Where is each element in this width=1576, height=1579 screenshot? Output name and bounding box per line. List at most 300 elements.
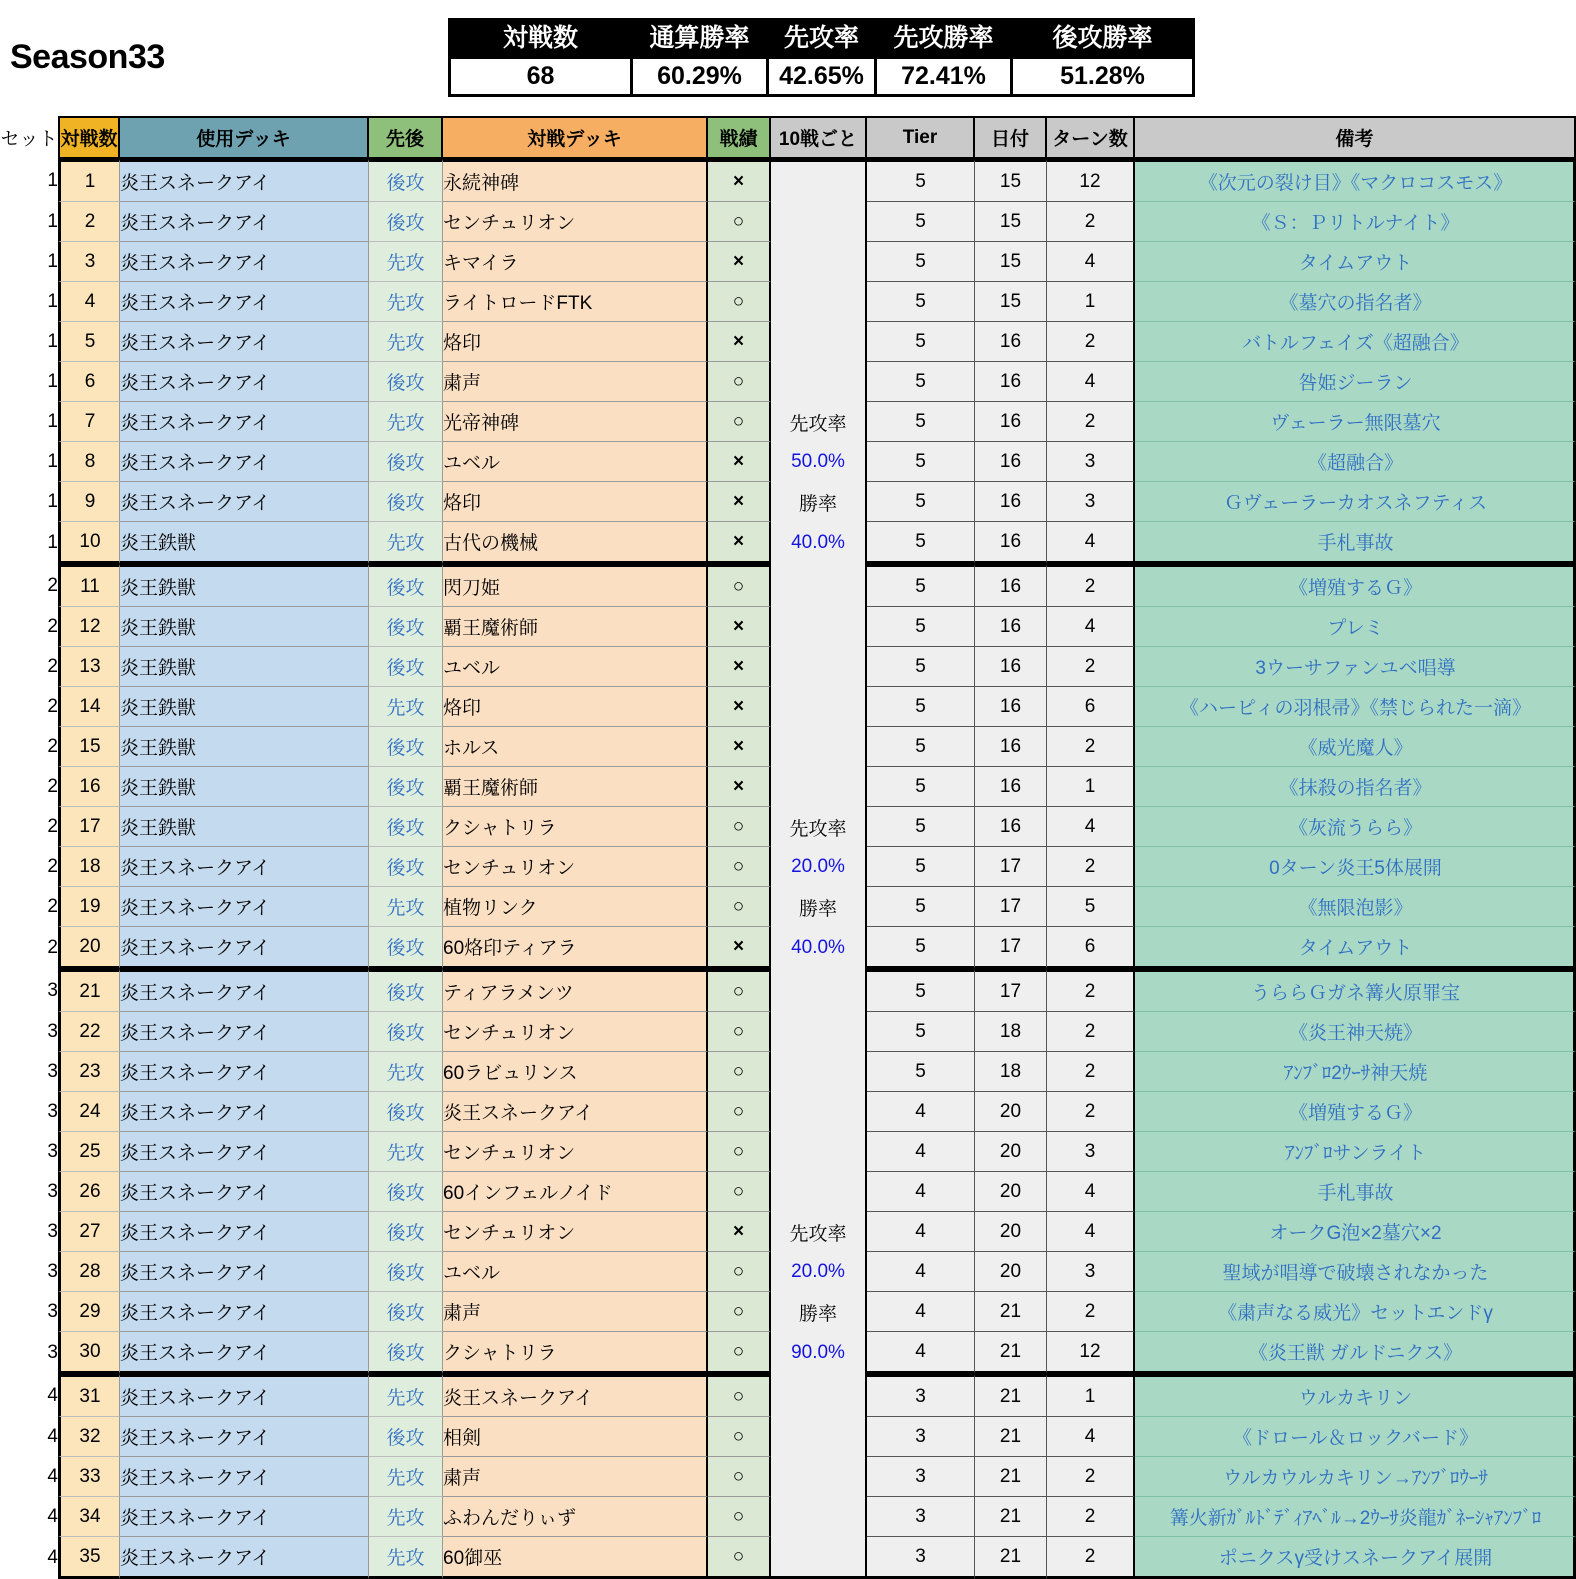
cell-per-10-stat bbox=[771, 1457, 867, 1497]
cell-date: 21 bbox=[975, 1374, 1047, 1417]
cell-result: ○ bbox=[708, 282, 771, 322]
per-10-percentage: 40.0% bbox=[791, 937, 845, 958]
cell-used-deck: 炎王スネークアイ bbox=[120, 1292, 369, 1332]
cell-result: ○ bbox=[708, 1172, 771, 1212]
column-header-match-no: 対戦数 bbox=[58, 116, 120, 159]
cell-result: ○ bbox=[708, 1374, 771, 1417]
cell-tier: 5 bbox=[867, 607, 975, 647]
cell-date: 16 bbox=[975, 687, 1047, 727]
cell-tier: 5 bbox=[867, 482, 975, 522]
cell-turn-order: 後攻 bbox=[369, 807, 443, 847]
cell-notes bbox=[1135, 1374, 1576, 1417]
table-row bbox=[0, 1052, 1576, 1092]
cell-match-no: 8 bbox=[58, 442, 120, 482]
cell-turns: 2 bbox=[1047, 1537, 1135, 1579]
cell-date: 16 bbox=[975, 807, 1047, 847]
cell-result: × bbox=[708, 159, 771, 202]
cell-set: 1 bbox=[0, 242, 58, 282]
cell-date: 20 bbox=[975, 1132, 1047, 1172]
cell-match-no: 31 bbox=[58, 1374, 120, 1417]
cell-result: ○ bbox=[708, 1332, 771, 1374]
cell-tier: 5 bbox=[867, 442, 975, 482]
cell-result: ○ bbox=[708, 1497, 771, 1537]
cell-tier: 3 bbox=[867, 1537, 975, 1579]
table-row bbox=[0, 522, 1576, 564]
cell-notes bbox=[1135, 442, 1576, 482]
cell-notes bbox=[1135, 887, 1576, 927]
cell-date: 16 bbox=[975, 322, 1047, 362]
column-header-notes: 備考 bbox=[1135, 116, 1576, 159]
cell-date: 20 bbox=[975, 1212, 1047, 1252]
cell-set: 1 bbox=[0, 402, 58, 442]
cell-turn-order: 後攻 bbox=[369, 1012, 443, 1052]
cell-per-10-stat bbox=[771, 522, 867, 564]
table-row bbox=[0, 727, 1576, 767]
cell-set: 4 bbox=[0, 1537, 58, 1579]
cell-turns: 12 bbox=[1047, 1332, 1135, 1374]
table-row bbox=[0, 1374, 1576, 1417]
cell-tier: 4 bbox=[867, 1212, 975, 1252]
cell-date: 17 bbox=[975, 927, 1047, 969]
cell-per-10-stat bbox=[771, 442, 867, 482]
cell-match-no: 25 bbox=[58, 1132, 120, 1172]
cell-date: 21 bbox=[975, 1417, 1047, 1457]
cell-set: 2 bbox=[0, 767, 58, 807]
cell-tier: 5 bbox=[867, 887, 975, 927]
cell-tier: 4 bbox=[867, 1172, 975, 1212]
cell-match-no: 27 bbox=[58, 1212, 120, 1252]
notes-text: 《Ｓ：Ｐリトルナイト》 bbox=[1251, 213, 1460, 234]
cell-opponent-deck: センチュリオン bbox=[443, 1012, 708, 1052]
cell-opponent-deck: 古代の機械 bbox=[443, 522, 708, 564]
cell-set: 2 bbox=[0, 564, 58, 607]
cell-result: × bbox=[708, 442, 771, 482]
cell-match-no: 35 bbox=[58, 1537, 120, 1579]
cell-match-no: 2 bbox=[58, 202, 120, 242]
cell-notes bbox=[1135, 1012, 1576, 1052]
cell-turns: 2 bbox=[1047, 727, 1135, 767]
cell-turns: 3 bbox=[1047, 482, 1135, 522]
cell-match-no: 19 bbox=[58, 887, 120, 927]
cell-set: 3 bbox=[0, 1252, 58, 1292]
cell-date: 16 bbox=[975, 522, 1047, 564]
cell-notes bbox=[1135, 362, 1576, 402]
cell-match-no: 18 bbox=[58, 847, 120, 887]
cell-turns: 2 bbox=[1047, 847, 1135, 887]
cell-used-deck: 炎王スネークアイ bbox=[120, 1012, 369, 1052]
cell-result: ○ bbox=[708, 887, 771, 927]
cell-set: 4 bbox=[0, 1417, 58, 1457]
cell-date: 16 bbox=[975, 767, 1047, 807]
cell-turn-order: 後攻 bbox=[369, 927, 443, 969]
notes-text: 聖域が唱導で破壊されなかった bbox=[1222, 1263, 1489, 1284]
cell-per-10-stat bbox=[771, 1012, 867, 1052]
cell-turn-order: 後攻 bbox=[369, 1172, 443, 1212]
table-row bbox=[0, 607, 1576, 647]
cell-opponent-deck: 光帝神碑 bbox=[443, 402, 708, 442]
cell-per-10-stat bbox=[771, 927, 867, 969]
cell-match-no: 9 bbox=[58, 482, 120, 522]
cell-per-10-stat bbox=[771, 1172, 867, 1212]
cell-per-10-stat bbox=[771, 322, 867, 362]
cell-used-deck: 炎王鉄獣 bbox=[120, 607, 369, 647]
table-row bbox=[0, 1417, 1576, 1457]
cell-turn-order: 後攻 bbox=[369, 647, 443, 687]
cell-match-no: 12 bbox=[58, 607, 120, 647]
column-header-per-10: 10戦ごと bbox=[771, 116, 867, 159]
cell-set: 3 bbox=[0, 1092, 58, 1132]
summary-header-second-winrate: 後攻勝率 bbox=[1012, 20, 1194, 58]
cell-notes bbox=[1135, 969, 1576, 1012]
per-10-percentage: 50.0% bbox=[791, 451, 845, 472]
cell-per-10-stat bbox=[771, 282, 867, 322]
cell-opponent-deck: センチュリオン bbox=[443, 202, 708, 242]
cell-used-deck: 炎王スネークアイ bbox=[120, 159, 369, 202]
table-row bbox=[0, 1457, 1576, 1497]
cell-tier: 5 bbox=[867, 522, 975, 564]
cell-turn-order: 後攻 bbox=[369, 564, 443, 607]
cell-turn-order: 先攻 bbox=[369, 322, 443, 362]
cell-turns: 12 bbox=[1047, 159, 1135, 202]
cell-set: 1 bbox=[0, 159, 58, 202]
cell-turns: 2 bbox=[1047, 647, 1135, 687]
table-row bbox=[0, 927, 1576, 969]
cell-turn-order: 後攻 bbox=[369, 159, 443, 202]
cell-set: 3 bbox=[0, 1052, 58, 1092]
cell-turns: 3 bbox=[1047, 1132, 1135, 1172]
cell-set: 4 bbox=[0, 1374, 58, 1417]
cell-notes bbox=[1135, 1092, 1576, 1132]
cell-turn-order: 後攻 bbox=[369, 1092, 443, 1132]
cell-turn-order: 後攻 bbox=[369, 1292, 443, 1332]
cell-result: × bbox=[708, 767, 771, 807]
cell-match-no: 10 bbox=[58, 522, 120, 564]
cell-result: ○ bbox=[708, 362, 771, 402]
cell-result: × bbox=[708, 647, 771, 687]
cell-tier: 5 bbox=[867, 727, 975, 767]
cell-per-10-stat: 先攻率 bbox=[771, 402, 867, 442]
cell-set: 2 bbox=[0, 807, 58, 847]
cell-date: 18 bbox=[975, 1012, 1047, 1052]
cell-turn-order: 先攻 bbox=[369, 402, 443, 442]
cell-opponent-deck: センチュリオン bbox=[443, 1132, 708, 1172]
cell-notes bbox=[1135, 1052, 1576, 1092]
notes-text: ヴェーラー無限墓穴 bbox=[1270, 413, 1441, 434]
cell-used-deck: 炎王鉄獣 bbox=[120, 767, 369, 807]
cell-match-no: 28 bbox=[58, 1252, 120, 1292]
cell-used-deck: 炎王スネークアイ bbox=[120, 482, 369, 522]
cell-turns: 2 bbox=[1047, 1457, 1135, 1497]
cell-used-deck: 炎王スネークアイ bbox=[120, 1212, 369, 1252]
cell-match-no: 30 bbox=[58, 1332, 120, 1374]
cell-tier: 3 bbox=[867, 1497, 975, 1537]
cell-set: 1 bbox=[0, 202, 58, 242]
cell-turn-order: 後攻 bbox=[369, 1212, 443, 1252]
table-row bbox=[0, 647, 1576, 687]
cell-opponent-deck: ふわんだりぃず bbox=[443, 1497, 708, 1537]
cell-set: 1 bbox=[0, 522, 58, 564]
cell-set: 3 bbox=[0, 1292, 58, 1332]
column-header-opponent-deck: 対戦デッキ bbox=[443, 116, 708, 159]
cell-opponent-deck: 植物リンク bbox=[443, 887, 708, 927]
cell-notes bbox=[1135, 1172, 1576, 1212]
notes-text: 《粛声なる威光》セットエンドγ bbox=[1218, 1303, 1493, 1324]
notes-text: 《墓穴の指名者》 bbox=[1279, 293, 1432, 314]
table-row bbox=[0, 159, 1576, 202]
summary-table bbox=[448, 18, 1195, 97]
cell-set: 2 bbox=[0, 607, 58, 647]
cell-tier: 5 bbox=[867, 159, 975, 202]
cell-date: 20 bbox=[975, 1172, 1047, 1212]
cell-per-10-stat bbox=[771, 1497, 867, 1537]
cell-opponent-deck: 烙印 bbox=[443, 482, 708, 522]
table-row bbox=[0, 1172, 1576, 1212]
cell-set: 1 bbox=[0, 442, 58, 482]
cell-tier: 5 bbox=[867, 282, 975, 322]
cell-per-10-stat bbox=[771, 607, 867, 647]
table-row bbox=[0, 362, 1576, 402]
cell-per-10-stat bbox=[771, 362, 867, 402]
cell-per-10-stat bbox=[771, 1052, 867, 1092]
notes-text: プレミ bbox=[1327, 618, 1384, 639]
table-row bbox=[0, 767, 1576, 807]
cell-match-no: 24 bbox=[58, 1092, 120, 1132]
cell-used-deck: 炎王スネークアイ bbox=[120, 887, 369, 927]
cell-date: 17 bbox=[975, 969, 1047, 1012]
notes-text: 《炎王獣 ガルドニクス》 bbox=[1248, 1343, 1463, 1364]
cell-set: 1 bbox=[0, 282, 58, 322]
column-header-set: セット bbox=[0, 116, 58, 159]
cell-date: 16 bbox=[975, 442, 1047, 482]
notes-text: 《炎王神天焼》 bbox=[1288, 1023, 1422, 1044]
cell-opponent-deck: 粛声 bbox=[443, 362, 708, 402]
cell-date: 17 bbox=[975, 847, 1047, 887]
cell-used-deck: 炎王スネークアイ bbox=[120, 1374, 369, 1417]
cell-date: 16 bbox=[975, 362, 1047, 402]
cell-notes bbox=[1135, 402, 1576, 442]
cell-result: × bbox=[708, 482, 771, 522]
per-10-percentage: 40.0% bbox=[791, 532, 845, 553]
cell-notes bbox=[1135, 1212, 1576, 1252]
cell-tier: 5 bbox=[867, 927, 975, 969]
cell-opponent-deck: センチュリオン bbox=[443, 847, 708, 887]
cell-opponent-deck: 60御巫 bbox=[443, 1537, 708, 1579]
cell-result: ○ bbox=[708, 1417, 771, 1457]
cell-turns: 4 bbox=[1047, 807, 1135, 847]
cell-turn-order: 先攻 bbox=[369, 1132, 443, 1172]
cell-opponent-deck: 60ラビュリンス bbox=[443, 1052, 708, 1092]
cell-date: 21 bbox=[975, 1537, 1047, 1579]
cell-opponent-deck: 永続神碑 bbox=[443, 159, 708, 202]
cell-used-deck: 炎王スネークアイ bbox=[120, 1537, 369, 1579]
cell-match-no: 23 bbox=[58, 1052, 120, 1092]
cell-turns: 2 bbox=[1047, 1092, 1135, 1132]
notes-text: 《ハーピィの羽根帚》《禁じられた一滴》 bbox=[1179, 698, 1532, 719]
cell-tier: 4 bbox=[867, 1252, 975, 1292]
cell-turns: 4 bbox=[1047, 607, 1135, 647]
cell-tier: 5 bbox=[867, 807, 975, 847]
cell-per-10-stat bbox=[771, 159, 867, 202]
cell-used-deck: 炎王スネークアイ bbox=[120, 402, 369, 442]
notes-text: ｱﾝﾌﾞﾛ2ｳｰｻ神天焼 bbox=[1283, 1063, 1428, 1084]
table-row bbox=[0, 887, 1576, 927]
cell-turn-order: 先攻 bbox=[369, 1457, 443, 1497]
cell-turn-order: 後攻 bbox=[369, 607, 443, 647]
cell-per-10-stat bbox=[771, 1417, 867, 1457]
cell-match-no: 7 bbox=[58, 402, 120, 442]
table-row bbox=[0, 202, 1576, 242]
cell-used-deck: 炎王スネークアイ bbox=[120, 1252, 369, 1292]
cell-date: 21 bbox=[975, 1497, 1047, 1537]
cell-notes bbox=[1135, 647, 1576, 687]
column-header-used-deck: 使用デッキ bbox=[120, 116, 369, 159]
cell-notes bbox=[1135, 202, 1576, 242]
notes-text: ウルカキリン bbox=[1298, 1388, 1413, 1409]
cell-date: 18 bbox=[975, 1052, 1047, 1092]
cell-notes bbox=[1135, 727, 1576, 767]
cell-turns: 4 bbox=[1047, 1212, 1135, 1252]
cell-per-10-stat: 先攻率 bbox=[771, 807, 867, 847]
cell-set: 3 bbox=[0, 1172, 58, 1212]
column-header-tier: Tier bbox=[867, 116, 975, 159]
cell-opponent-deck: ユベル bbox=[443, 647, 708, 687]
cell-per-10-stat bbox=[771, 1332, 867, 1374]
cell-notes bbox=[1135, 1537, 1576, 1579]
cell-per-10-stat bbox=[771, 1092, 867, 1132]
cell-opponent-deck: 相剣 bbox=[443, 1417, 708, 1457]
cell-used-deck: 炎王スネークアイ bbox=[120, 322, 369, 362]
summary-header-first-winrate: 先攻勝率 bbox=[876, 20, 1012, 58]
cell-match-no: 21 bbox=[58, 969, 120, 1012]
cell-turns: 4 bbox=[1047, 362, 1135, 402]
cell-opponent-deck: 炎王スネークアイ bbox=[443, 1092, 708, 1132]
cell-date: 21 bbox=[975, 1292, 1047, 1332]
cell-opponent-deck: 烙印 bbox=[443, 322, 708, 362]
cell-used-deck: 炎王鉄獣 bbox=[120, 522, 369, 564]
cell-notes bbox=[1135, 687, 1576, 727]
cell-result: ○ bbox=[708, 1092, 771, 1132]
cell-tier: 5 bbox=[867, 687, 975, 727]
table-row bbox=[0, 1537, 1576, 1579]
cell-notes bbox=[1135, 807, 1576, 847]
cell-turn-order: 後攻 bbox=[369, 1417, 443, 1457]
cell-per-10-stat bbox=[771, 202, 867, 242]
cell-used-deck: 炎王スネークアイ bbox=[120, 202, 369, 242]
cell-per-10-stat bbox=[771, 1252, 867, 1292]
match-log-table bbox=[0, 116, 1576, 1579]
cell-result: ○ bbox=[708, 202, 771, 242]
cell-result: × bbox=[708, 727, 771, 767]
cell-tier: 5 bbox=[867, 402, 975, 442]
cell-match-no: 4 bbox=[58, 282, 120, 322]
cell-tier: 5 bbox=[867, 202, 975, 242]
cell-date: 20 bbox=[975, 1092, 1047, 1132]
cell-result: ○ bbox=[708, 807, 771, 847]
table-row bbox=[0, 1012, 1576, 1052]
cell-turns: 2 bbox=[1047, 1497, 1135, 1537]
cell-result: ○ bbox=[708, 1457, 771, 1497]
cell-turn-order: 先攻 bbox=[369, 887, 443, 927]
cell-set: 3 bbox=[0, 1132, 58, 1172]
cell-used-deck: 炎王鉄獣 bbox=[120, 727, 369, 767]
notes-text: タイムアウト bbox=[1298, 938, 1413, 959]
cell-match-no: 17 bbox=[58, 807, 120, 847]
cell-notes bbox=[1135, 1497, 1576, 1537]
cell-date: 15 bbox=[975, 242, 1047, 282]
cell-notes bbox=[1135, 767, 1576, 807]
notes-text: 手札事故 bbox=[1317, 533, 1394, 554]
cell-per-10-stat bbox=[771, 1374, 867, 1417]
table-row bbox=[0, 1212, 1576, 1252]
cell-turn-order: 後攻 bbox=[369, 482, 443, 522]
cell-turn-order: 後攻 bbox=[369, 847, 443, 887]
summary-value-first-winrate: 72.41% bbox=[876, 58, 1012, 96]
cell-tier: 5 bbox=[867, 767, 975, 807]
cell-turns: 2 bbox=[1047, 1292, 1135, 1332]
table-row bbox=[0, 402, 1576, 442]
cell-tier: 3 bbox=[867, 1457, 975, 1497]
table-row bbox=[0, 442, 1576, 482]
cell-turn-order: 後攻 bbox=[369, 969, 443, 1012]
cell-notes bbox=[1135, 1292, 1576, 1332]
cell-turn-order: 先攻 bbox=[369, 1497, 443, 1537]
cell-result: ○ bbox=[708, 564, 771, 607]
cell-result: × bbox=[708, 522, 771, 564]
cell-turns: 4 bbox=[1047, 1417, 1135, 1457]
cell-opponent-deck: 閃刀姫 bbox=[443, 564, 708, 607]
cell-used-deck: 炎王鉄獣 bbox=[120, 687, 369, 727]
cell-result: × bbox=[708, 687, 771, 727]
table-row bbox=[0, 564, 1576, 607]
per-10-percentage: 20.0% bbox=[791, 856, 845, 877]
cell-turn-order: 先攻 bbox=[369, 1374, 443, 1417]
cell-opponent-deck: ユベル bbox=[443, 442, 708, 482]
cell-per-10-stat bbox=[771, 1537, 867, 1579]
cell-match-no: 6 bbox=[58, 362, 120, 402]
summary-value-second-winrate: 51.28% bbox=[1012, 58, 1194, 96]
cell-date: 20 bbox=[975, 1252, 1047, 1292]
cell-used-deck: 炎王スネークアイ bbox=[120, 1332, 369, 1374]
cell-match-no: 20 bbox=[58, 927, 120, 969]
notes-text: 《ドロール＆ロックバード》 bbox=[1232, 1428, 1479, 1449]
cell-opponent-deck: 覇王魔術師 bbox=[443, 767, 708, 807]
notes-text: タイムアウト bbox=[1298, 253, 1413, 274]
cell-notes bbox=[1135, 1332, 1576, 1374]
cell-tier: 5 bbox=[867, 322, 975, 362]
cell-notes bbox=[1135, 242, 1576, 282]
cell-match-no: 1 bbox=[58, 159, 120, 202]
cell-set: 3 bbox=[0, 1012, 58, 1052]
cell-turns: 2 bbox=[1047, 564, 1135, 607]
cell-set: 4 bbox=[0, 1457, 58, 1497]
summary-value-games: 68 bbox=[450, 58, 632, 96]
table-row bbox=[0, 687, 1576, 727]
table-row bbox=[0, 1292, 1576, 1332]
cell-notes bbox=[1135, 1457, 1576, 1497]
summary-value-first-rate: 42.65% bbox=[768, 58, 876, 96]
table-row bbox=[0, 847, 1576, 887]
cell-opponent-deck: 烙印 bbox=[443, 687, 708, 727]
notes-text: 《灰流うらら》 bbox=[1288, 818, 1422, 839]
summary-header-first-rate: 先攻率 bbox=[768, 20, 876, 58]
cell-set: 1 bbox=[0, 322, 58, 362]
cell-result: ○ bbox=[708, 1052, 771, 1092]
cell-set: 3 bbox=[0, 969, 58, 1012]
cell-result: ○ bbox=[708, 1132, 771, 1172]
table-row bbox=[0, 482, 1576, 522]
notes-text: ポニクスγ受けスネークアイ展開 bbox=[1218, 1548, 1493, 1569]
cell-per-10-stat: 勝率 bbox=[771, 887, 867, 927]
